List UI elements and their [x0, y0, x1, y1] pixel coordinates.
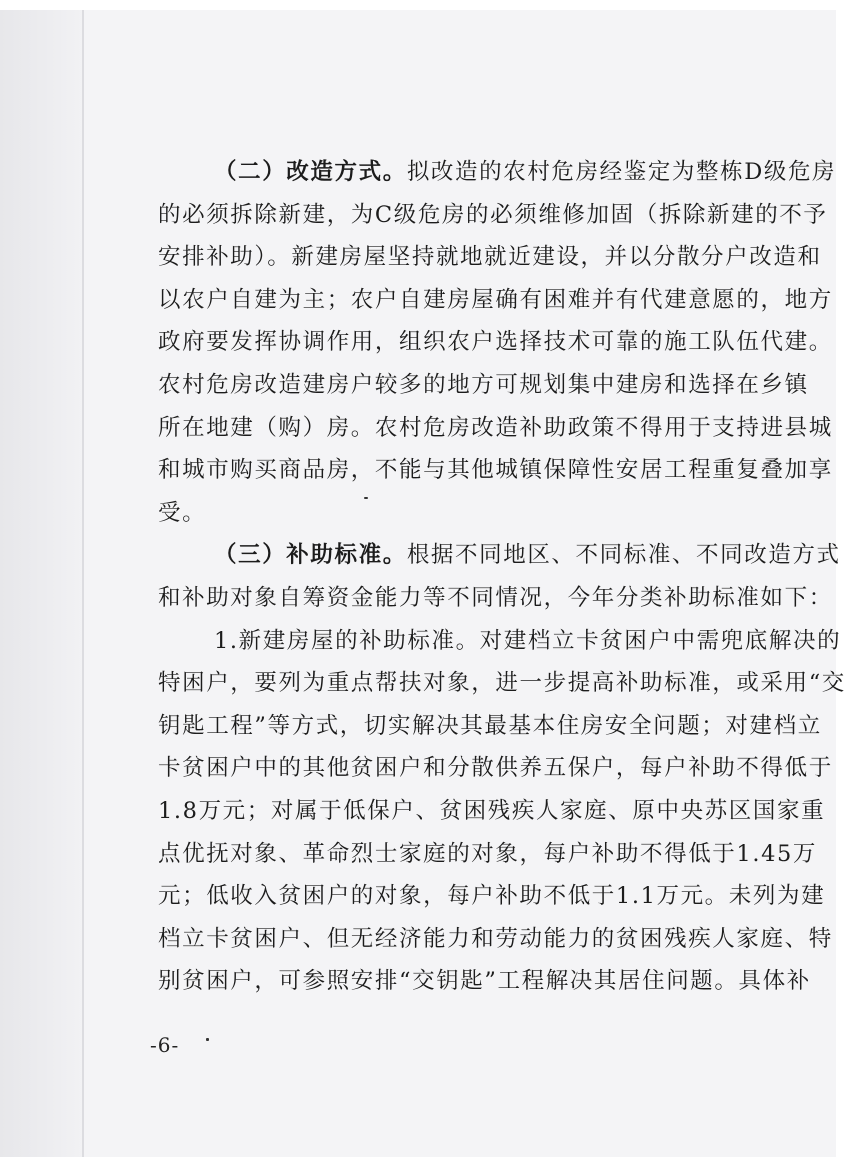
- line-text: 根据不同地区、不同标准、不同改造方式: [406, 542, 841, 569]
- page-number: -6-: [150, 1033, 180, 1057]
- paragraph-line: [158, 790, 826, 833]
- bottom-margin: [0, 1157, 850, 1169]
- line-text: 和城市购买商品房，不能与其他城镇保障性安居工程重复叠加享: [158, 457, 833, 484]
- paragraph-line: [158, 151, 837, 194]
- paragraph-line: [158, 321, 833, 364]
- paragraph-line: [158, 833, 817, 876]
- paragraph-line: [158, 449, 833, 492]
- left-margin: [0, 0, 84, 1169]
- top-margin: [0, 0, 850, 10]
- line-text: 点优抚对象、革命烈士家庭的对象，每户补助不得低于1.45万: [158, 840, 817, 867]
- line-text: 特困户，要列为重点帮扶对象，进一步提高补助标准，或采用“交: [158, 670, 846, 697]
- line-text: 1.新建房屋的补助标准。对建档立卡贫困户中需兜底解决的: [214, 627, 842, 654]
- paragraph-line: [158, 407, 833, 450]
- paragraph-line: [158, 960, 811, 1003]
- line-text: 所在地建（购）房。农村危房改造补助政策不得用于支持进县城: [158, 414, 833, 441]
- paragraph-line: [158, 534, 841, 577]
- right-margin: [836, 0, 850, 1169]
- paragraph-line: [158, 492, 778, 535]
- section-heading: （三）补助标准。: [214, 542, 407, 569]
- paragraph-line: [158, 279, 833, 322]
- paragraph-line: [158, 747, 833, 790]
- section-heading: （二）改造方式。: [214, 159, 407, 185]
- line-text: 别贫困户，可参照安排“交钥匙”工程解决其居住问题。具体补: [158, 968, 811, 995]
- line-text: 以农户自建为主；农户自建房屋确有困难并有代建意愿的，地方: [158, 286, 833, 313]
- line-text: 政府要发挥协调作用，组织农户选择技术可靠的施工队伍代建。: [158, 329, 833, 356]
- paragraph-line: [158, 875, 826, 918]
- line-text: 钥匙工程”等方式，切实解决其最基本住房安全问题；对建档立: [158, 712, 822, 739]
- body-text: [158, 151, 846, 1003]
- paragraph-line: [158, 364, 809, 407]
- paragraph-line: [158, 705, 822, 748]
- line-text: 拟改造的农村危房经鉴定为整栋D级危房: [406, 159, 837, 185]
- line-text: 农村危房改造建房户较多的地方可规划集中建房和选择在乡镇: [158, 371, 809, 398]
- paragraph-line: [158, 194, 828, 237]
- line-text: 档立卡贫困户、但无经济能力和劳动能力的贫困残疾人家庭、特: [158, 925, 833, 952]
- fold-line: [82, 0, 84, 1169]
- line-text: 受。: [158, 499, 207, 526]
- paragraph-line: [158, 236, 822, 279]
- paragraph-line: [158, 918, 833, 961]
- line-text: 的必须拆除新建，为C级危房的必须维修加固（拆除新建的不予: [158, 201, 828, 228]
- scan-speck: [364, 497, 368, 499]
- paragraph-line: [158, 577, 833, 620]
- paragraph-line: [158, 620, 842, 663]
- paragraph-line: [158, 662, 846, 705]
- line-text: 卡贫困户中的其他贫困户和分散供养五保户，每户补助不得低于: [158, 755, 833, 782]
- line-text: 元；低收入贫困户的对象，每户补助不低于1.1万元。未列为建: [158, 883, 826, 910]
- line-text: 安排补助）。新建房屋坚持就地就近建设，并以分散分户改造和: [158, 244, 822, 271]
- line-text: 和补助对象自筹资金能力等不同情况，今年分类补助标准如下：: [158, 584, 833, 611]
- scan-speck: [206, 1038, 209, 1041]
- line-text: 1.8万元；对属于低保户、贫困残疾人家庭、原中央苏区国家重: [158, 797, 826, 824]
